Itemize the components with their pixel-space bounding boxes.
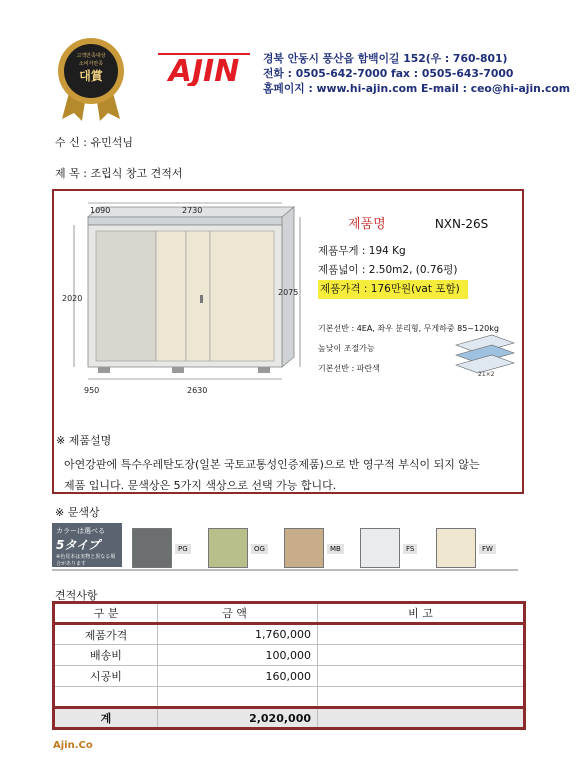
dim-depth-top: 1090 bbox=[90, 206, 111, 215]
estimate-table bbox=[52, 601, 526, 730]
row-amount: 1,760,000 bbox=[158, 624, 318, 645]
row-amount: 100,000 bbox=[158, 645, 318, 666]
color-tag-small: カラーは選べる bbox=[56, 527, 105, 535]
color-swatch-fs bbox=[360, 522, 430, 566]
header-category: 구 분 bbox=[54, 603, 158, 624]
shelf-dim-text: 21×2 bbox=[478, 371, 495, 377]
product-weight: 제품무게 : 194 Kg bbox=[318, 245, 406, 257]
header-note: 비 고 bbox=[318, 603, 525, 624]
color-swatch-shed bbox=[132, 528, 172, 568]
award-badge bbox=[56, 37, 126, 121]
badge-main-text: 대賞 bbox=[79, 69, 103, 83]
product-description bbox=[52, 432, 524, 496]
ajin-logo bbox=[154, 50, 254, 86]
table-row bbox=[54, 645, 525, 666]
table-row bbox=[54, 624, 525, 645]
color-swatch-code: OG bbox=[251, 544, 268, 554]
row-note bbox=[318, 645, 525, 666]
subject-label: 제 목 : bbox=[55, 167, 87, 180]
header-amount: 금 액 bbox=[158, 603, 318, 624]
color-swatch-shed bbox=[284, 528, 324, 568]
shelf-diagram bbox=[452, 331, 518, 377]
color-swatch-code: PG bbox=[175, 544, 191, 554]
badge-sub-text: 소비자만족 bbox=[78, 61, 104, 67]
row-note bbox=[318, 666, 525, 687]
row-amount bbox=[158, 687, 318, 708]
color-swatch-code: MB bbox=[327, 544, 344, 554]
row-item: 제품가격 bbox=[54, 624, 158, 645]
company-phone: 전화 : 0505-642-7000 fax : 0505-643-7000 bbox=[263, 67, 514, 80]
description-line-2: 제품 입니다. 문색상은 5가지 색상으로 선택 가능 합니다. bbox=[64, 479, 337, 492]
product-info bbox=[318, 213, 523, 299]
row-note bbox=[318, 624, 525, 645]
color-tag-note: ※色見本は実物と異なる場合があります bbox=[56, 554, 116, 567]
shelf-line-2: 높낮이 조절가능 bbox=[318, 344, 375, 353]
total-label: 계 bbox=[54, 708, 158, 729]
row-item bbox=[54, 687, 158, 708]
dim-height-right: 2075 bbox=[278, 288, 299, 297]
total-row bbox=[54, 708, 525, 729]
company-info bbox=[263, 51, 575, 96]
table-row bbox=[54, 666, 525, 687]
dim-depth-bottom: 950 bbox=[84, 386, 100, 395]
dim-height-left: 2020 bbox=[62, 294, 83, 303]
row-item: 시공비 bbox=[54, 666, 158, 687]
table-row bbox=[54, 687, 525, 708]
subject-value: 조립식 창고 견적서 bbox=[90, 167, 183, 180]
product-name-label: 제품명 bbox=[348, 217, 386, 232]
product-model: NXN-26S bbox=[434, 217, 489, 231]
dim-width-bottom: 2630 bbox=[187, 386, 208, 395]
product-price: 제품가격 : 176만원(vat 포함) bbox=[318, 280, 468, 299]
door-color-heading: ※ 문색상 bbox=[55, 506, 100, 519]
shelf-line-1: 기본선반 : 4EA, 좌우 분리형, 무게하중 85~120kg bbox=[318, 324, 499, 333]
row-amount: 160,000 bbox=[158, 666, 318, 687]
color-swatch-pg bbox=[132, 522, 202, 566]
color-swatch-og bbox=[208, 522, 278, 566]
color-swatch-shed bbox=[208, 528, 248, 568]
badge-top-text: 고객만족대상 bbox=[76, 53, 106, 59]
color-tag-big: 5タイプ bbox=[56, 538, 100, 552]
shelf-line-3: 기본선반 : 파란색 bbox=[318, 364, 380, 373]
shed-drawing bbox=[62, 197, 307, 397]
recipient-value: 유민석님 bbox=[90, 136, 133, 149]
subject-line bbox=[55, 165, 182, 181]
description-heading: ※ 제품설명 bbox=[56, 434, 112, 447]
row-note bbox=[318, 687, 525, 708]
estimate-heading: 견적사항 bbox=[55, 589, 98, 602]
dim-width-top: 2730 bbox=[182, 206, 203, 215]
door-color-strip bbox=[52, 519, 518, 571]
footer-brand: Ajin.Co bbox=[53, 740, 93, 751]
recipient-label: 수 신 : bbox=[55, 136, 87, 149]
color-swatch-fw bbox=[436, 522, 506, 566]
color-swatch-shed bbox=[360, 528, 400, 568]
recipient-line bbox=[55, 134, 133, 150]
color-swatch-code: FW bbox=[479, 544, 496, 554]
total-amount: 2,020,000 bbox=[158, 708, 318, 729]
color-type-tag bbox=[52, 523, 122, 567]
company-web: 홈페이지 : www.hi-ajin.com E-mail : ceo@hi-ajin.com bbox=[263, 82, 571, 95]
logo-text: AJIN bbox=[168, 54, 240, 86]
color-swatch-code: FS bbox=[403, 544, 417, 554]
estimate-header-row bbox=[54, 603, 525, 624]
company-address: 경북 안동시 풍산읍 함백이길 152(우 : 760-801) bbox=[263, 52, 508, 65]
color-swatch-mb bbox=[284, 522, 354, 566]
total-note bbox=[318, 708, 525, 729]
description-line-1: 아연강판에 특수우레탄도장(일본 국토교통성인증제품)으로 반 영구적 부식이 되지 않는 bbox=[64, 458, 480, 471]
row-item: 배송비 bbox=[54, 645, 158, 666]
product-area: 제품넓이 : 2.50m2, (0.76평) bbox=[318, 264, 458, 276]
color-swatch-shed bbox=[436, 528, 476, 568]
